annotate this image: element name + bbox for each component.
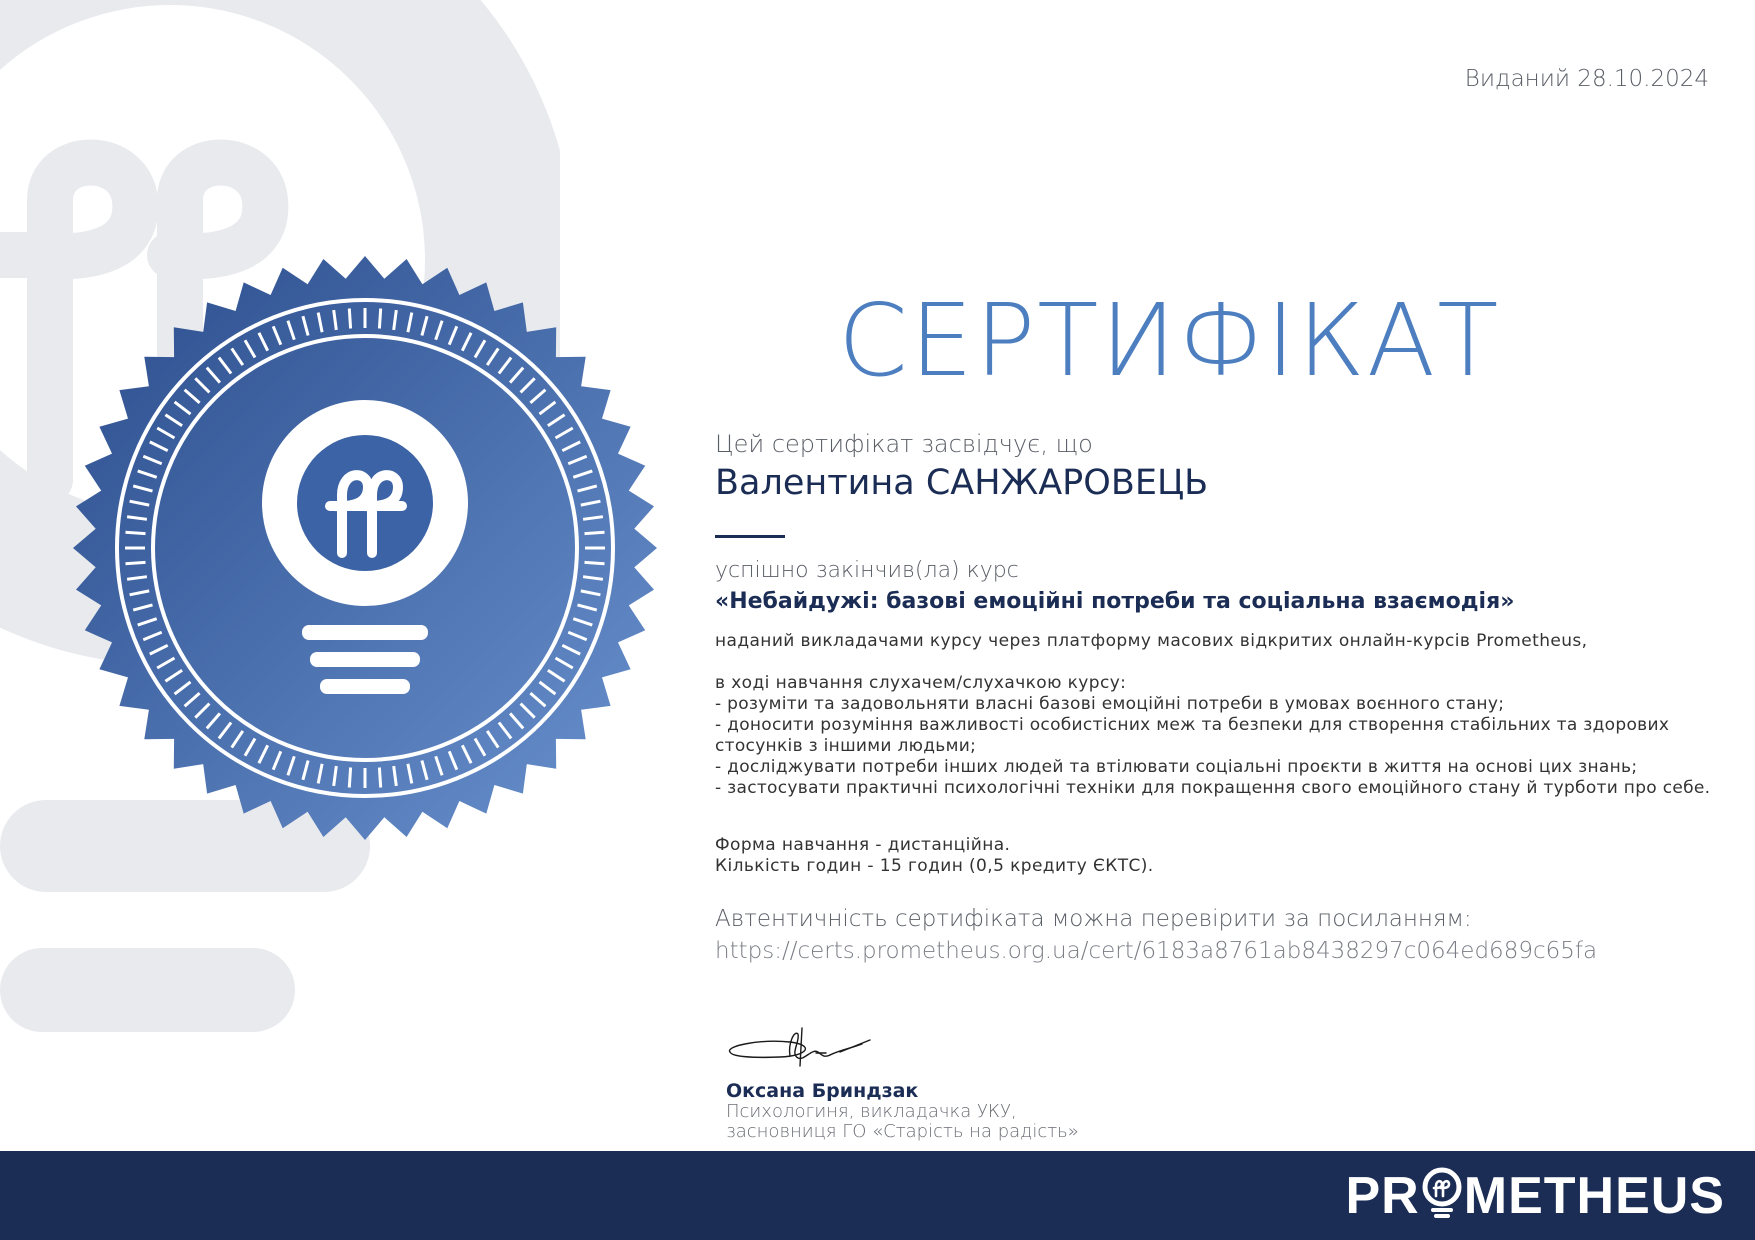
signer-name: Оксана Бриндзак xyxy=(726,1080,919,1102)
provided-text: наданий викладачами курсу через платформу масових відкритих онлайн-курсів Prometheus, xyxy=(715,631,1588,651)
outcome-item: - досліджувати потреби інших людей та втілювати соціальні проєкти в життя на основі цих знань; xyxy=(715,757,1638,777)
seal-tick xyxy=(379,309,380,329)
completed-text: успішно закінчив(ла) курс xyxy=(715,558,1019,583)
signature-icon xyxy=(720,1022,890,1072)
outcomes-heading: в ході навчання слухачем/слухачкою курсу: xyxy=(715,673,1127,693)
course-title: «Небайдужі: базові емоційні потреби та соціальна взаємодія» xyxy=(715,589,1515,614)
outcome-item: - доносити розуміння важливості особистісних меж та безпеки для створення стабільних та здорових стосунків з іншими людьми; xyxy=(715,715,1670,756)
recipient-name: Валентина САНЖАРОВЕЦЬ xyxy=(715,463,1209,503)
study-info xyxy=(715,835,1725,877)
study-hours: Кількість годин - 15 годин (0,5 кредиту ЄКТС). xyxy=(715,856,1154,876)
outcome-item: - розуміти та задовольняти власні базові емоційні потреби в умовах воєнного стану; xyxy=(715,694,1505,714)
brand-text-end: METHEUS xyxy=(1463,1167,1725,1225)
seal-tick xyxy=(126,562,146,563)
outcomes-list xyxy=(715,694,1725,799)
issue-date: Виданий 28.10.2024 xyxy=(1464,66,1709,92)
seal-tick xyxy=(585,562,605,563)
certificate-body xyxy=(715,427,1725,967)
verify-label: Автентичність сертифіката можна перевірити за посиланням: xyxy=(715,906,1472,932)
outcome-item: - застосувати практичні психологічні техніки для покращення свого емоційного стану й турботи про себе. xyxy=(715,778,1711,798)
signer-title-line-1: Психологиня, викладачка УКУ, xyxy=(726,1101,1017,1122)
prometheus-logo-icon xyxy=(1421,1167,1463,1219)
certificate-title: СЕРТИФІКАТ xyxy=(838,282,1501,399)
certificate-seal xyxy=(72,255,658,841)
signer-block xyxy=(726,1080,1079,1142)
signer-title-line-2: засновниця ГО «Старість на радість» xyxy=(726,1121,1079,1142)
seal-tick xyxy=(349,309,350,329)
intro-text: Цей сертифікат засвідчує, що xyxy=(715,430,1093,458)
verify-link[interactable]: https://certs.prometheus.org.ua/cert/6183a8761ab8438297c064ed689c65fa xyxy=(715,938,1598,964)
divider xyxy=(715,535,785,538)
study-form: Форма навчання - дистанційна. xyxy=(715,835,1011,855)
footer-bar xyxy=(0,1151,1755,1240)
seal-tick xyxy=(126,532,146,533)
seal-tick xyxy=(379,768,380,788)
seal-tick xyxy=(585,532,605,533)
seal-tick xyxy=(349,768,350,788)
prometheus-logo xyxy=(1346,1163,1726,1229)
brand-text-start: PR xyxy=(1345,1167,1420,1225)
